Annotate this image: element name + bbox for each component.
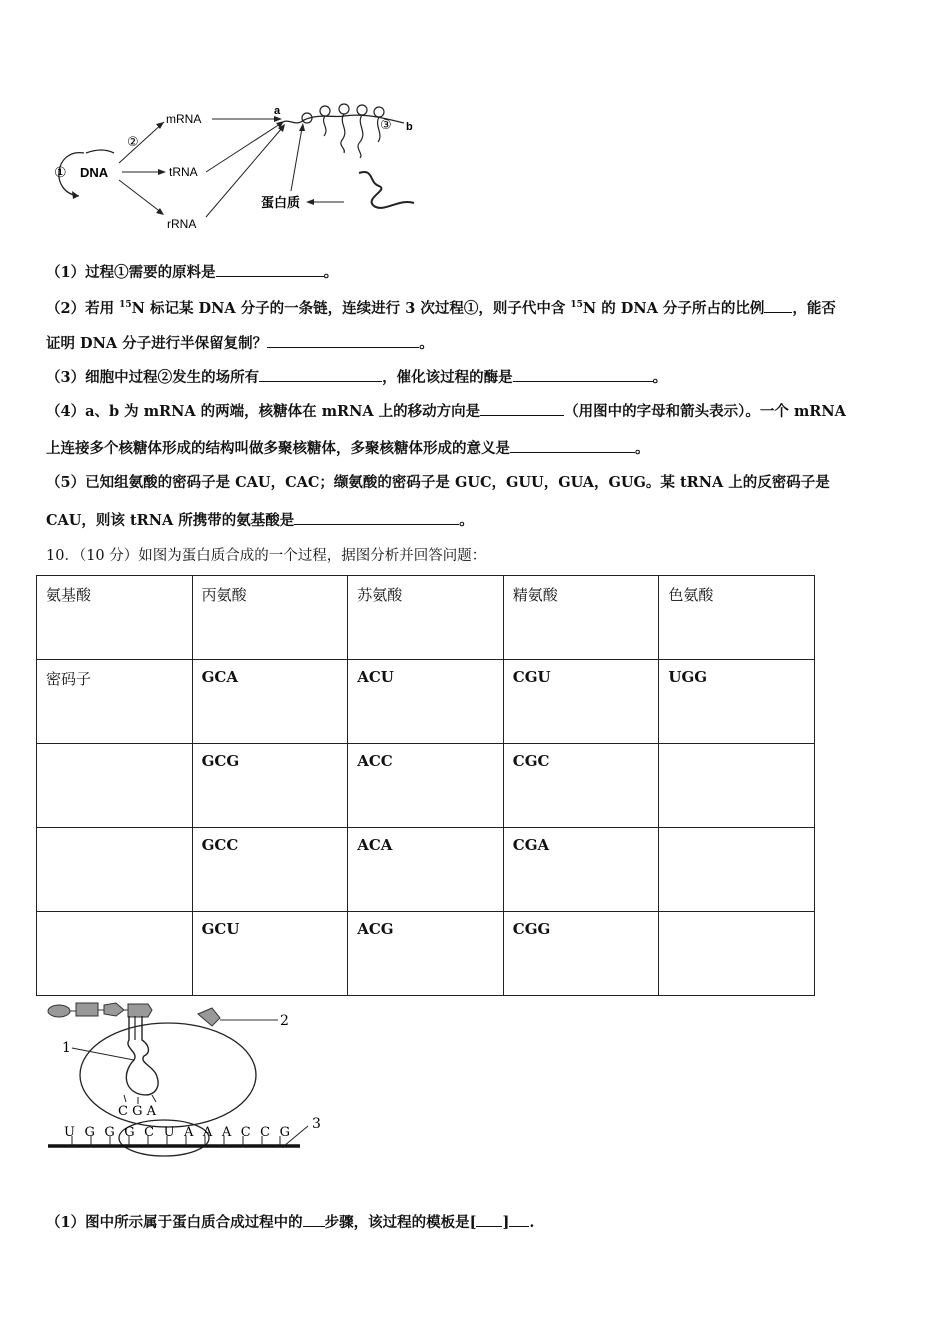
- table-cell: 密码子: [37, 660, 193, 744]
- answer-blank[interactable]: [513, 367, 653, 382]
- answer-blank[interactable]: [216, 262, 324, 277]
- protein-label: 蛋白质: [261, 196, 301, 211]
- q9-item-5: [46, 473, 830, 493]
- q9-2-cont-end: 。: [419, 335, 434, 352]
- end-b-label: b: [406, 121, 413, 133]
- translation-diagram: [44, 1000, 334, 1160]
- end-a-label: a: [274, 105, 281, 117]
- q10-1-bracket: ]: [502, 1214, 510, 1231]
- q9-2-text-end: ，能否: [792, 299, 836, 317]
- table-header-cell: 丙氨酸: [192, 576, 348, 660]
- table-cell: ACC: [348, 744, 504, 828]
- table-cell: [37, 744, 193, 828]
- answer-blank[interactable]: [303, 1212, 325, 1227]
- table-cell: GCG: [192, 744, 348, 828]
- table-row: [37, 828, 815, 912]
- q9-item-2: [46, 295, 836, 319]
- table-cell: CGU: [503, 660, 659, 744]
- table-cell: CGC: [503, 744, 659, 828]
- q9-2-text-mid1: N 标记某 DNA 分子的一条链，连续进行 3 次过程①，则子代中含: [131, 299, 571, 317]
- table-cell: ACA: [348, 828, 504, 912]
- trna-label: tRNA: [169, 165, 198, 179]
- q10-1-end: .: [529, 1214, 535, 1231]
- q9-5-cont-end: 。: [459, 512, 474, 529]
- q9-item-4: [46, 401, 846, 422]
- q9-1-text: （1）过程①需要的原料是: [46, 264, 216, 281]
- answer-blank[interactable]: [480, 401, 564, 416]
- q10-1-text: （1）图中所示属于蛋白质合成过程中的: [46, 1214, 303, 1231]
- q9-item-5-cont: [46, 510, 474, 531]
- label-1: 1: [62, 1040, 71, 1056]
- q9-item-1: [46, 262, 338, 283]
- q9-2-cont-text: 证明 DNA 分子进行半保留复制？: [46, 335, 268, 352]
- answer-blank[interactable]: [509, 1212, 529, 1227]
- q9-item-4-cont: [46, 438, 650, 459]
- table-cell: ACG: [348, 912, 504, 996]
- answer-blank[interactable]: [259, 367, 382, 382]
- table-header-cell: 色氨酸: [659, 576, 815, 660]
- answer-blank[interactable]: [764, 298, 792, 313]
- table-row: [37, 744, 815, 828]
- q10-1-text-mid: 步骤，该过程的模板是[: [324, 1214, 477, 1231]
- codon-table: [36, 575, 815, 996]
- isotope-superscript: 15: [119, 300, 132, 310]
- q10-item-1: [46, 1212, 534, 1233]
- step1-label: ①: [54, 165, 67, 181]
- rrna-label: rRNA: [167, 217, 197, 231]
- label-3: 3: [312, 1116, 321, 1132]
- table-cell: UGG: [659, 660, 815, 744]
- anticodon-label: C G A: [118, 1104, 156, 1119]
- table-cell: [659, 828, 815, 912]
- table-cell: GCC: [192, 828, 348, 912]
- q9-4-text: （4）a、b 为 mRNA 的两端，核糖体在 mRNA 上的移动方向是: [46, 403, 481, 420]
- table-row: [37, 912, 815, 996]
- table-cell: GCU: [192, 912, 348, 996]
- step2-label: ②: [127, 135, 139, 150]
- q9-3-end: 。: [652, 369, 668, 386]
- answer-blank[interactable]: [294, 510, 459, 525]
- q9-1-end: 。: [323, 264, 339, 281]
- table-cell: [37, 828, 193, 912]
- table-cell: ACU: [348, 660, 504, 744]
- table-cell: CGG: [503, 912, 659, 996]
- answer-blank[interactable]: [476, 1212, 502, 1227]
- table-header-cell: 精氨酸: [503, 576, 659, 660]
- table-cell: [659, 912, 815, 996]
- label-2: 2: [280, 1013, 289, 1029]
- table-cell: [659, 744, 815, 828]
- isotope-superscript: 15: [570, 300, 583, 310]
- table-cell: CGA: [503, 828, 659, 912]
- table-header-row: [37, 576, 815, 660]
- table-header-cell: 氨基酸: [37, 576, 193, 660]
- table-cell: [37, 912, 193, 996]
- answer-blank[interactable]: [510, 438, 635, 453]
- mrna-sequence: U G G G C U A A A C C G: [64, 1125, 290, 1140]
- mrna-label: mRNA: [166, 112, 202, 126]
- q9-4-text-end: （用图中的字母和箭头表示）。一个 mRNA: [564, 403, 846, 420]
- question-10-title: 10．（10 分）如图为蛋白质合成的一个过程，据图分析并回答问题：: [46, 548, 487, 564]
- transcription-translation-diagram: [44, 98, 424, 238]
- q9-2-text: （2）若用: [46, 299, 120, 317]
- q9-3-text: （3）细胞中过程②发生的场所有: [46, 369, 260, 386]
- table-row: [37, 660, 815, 744]
- table-cell: GCA: [192, 660, 348, 744]
- table-header-cell: 苏氨酸: [348, 576, 504, 660]
- q9-4-cont-end: 。: [635, 440, 650, 457]
- q9-3-text-mid: ，催化该过程的酶是: [382, 369, 513, 386]
- q9-2-text-mid2: N 的 DNA 分子所占的比例: [582, 299, 765, 317]
- q9-5-cont-text: CAU，则该 tRNA 所携带的氨基酸是: [46, 512, 295, 529]
- q9-item-2-cont: [46, 333, 434, 354]
- q9-4-cont-text: 上连接多个核糖体形成的结构叫做多聚核糖体，多聚核糖体形成的意义是: [46, 440, 510, 457]
- q9-5-text: （5）已知组氨酸的密码子是 CAU，CAC；缬氨酸的密码子是 GUC，GUU，GUA，GUG。某 tRNA 上的反密码子是: [46, 474, 830, 491]
- step3-label: ③: [380, 118, 392, 133]
- dna-label: DNA: [80, 165, 109, 180]
- answer-blank[interactable]: [267, 333, 419, 348]
- q9-item-3: [46, 367, 667, 388]
